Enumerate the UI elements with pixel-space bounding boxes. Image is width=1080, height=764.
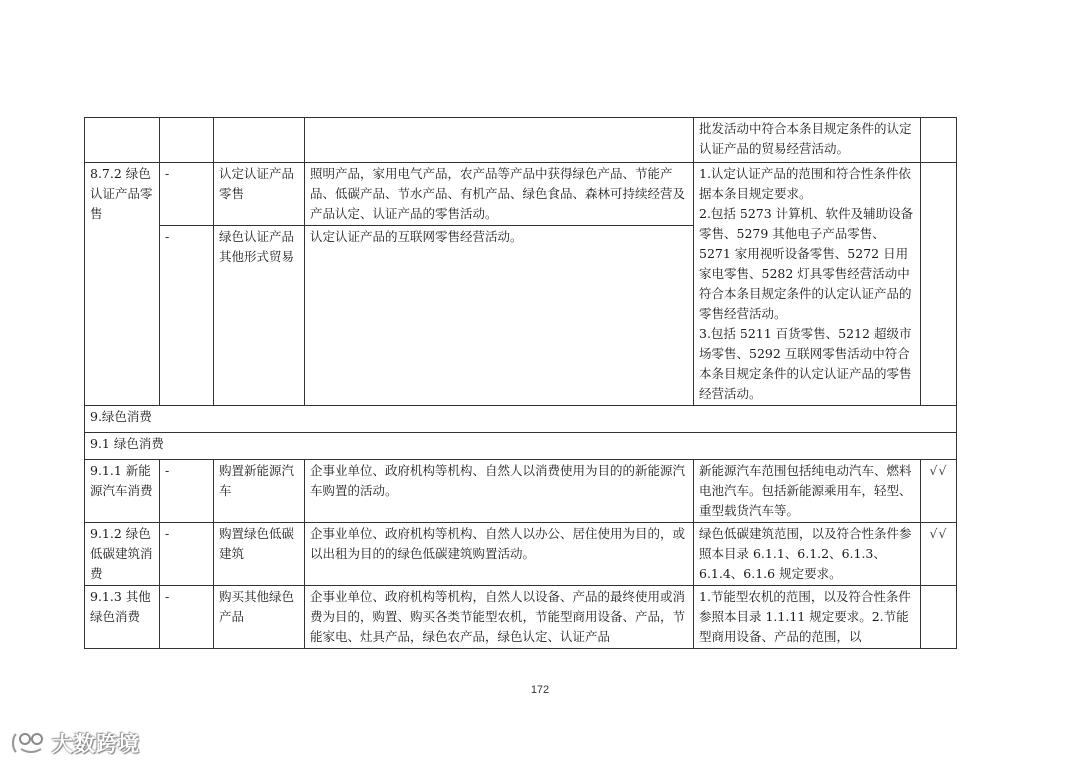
item-name: 购置新能源汽车 bbox=[214, 460, 305, 523]
mark-cell bbox=[921, 586, 957, 649]
note-paragraph: 1.认定认证产品的范围和符合性条件依据本条目规定要求。 bbox=[699, 166, 911, 201]
item-note: 绿色低碳建筑范围，以及符合性条件参照本目录 6.1.1、6.1.2、6.1.3、6.1.4、6.1.6 规定要求。 bbox=[694, 523, 921, 586]
item-name: 认定认证产品零售 bbox=[214, 163, 305, 226]
dash-cell: - bbox=[160, 460, 214, 523]
category-name: 9.1.3 其他绿色消费 bbox=[85, 586, 160, 649]
mark-cell: √√ bbox=[921, 460, 957, 523]
table-row bbox=[85, 523, 957, 586]
table-cell bbox=[214, 118, 305, 163]
item-note: 新能源汽车范围包括纯电动汽车、燃料电池汽车。包括新能源乘用车，轻型、重型载货汽车等。 bbox=[694, 460, 921, 523]
section-title: 9.1 绿色消费 bbox=[85, 433, 957, 460]
table-cell-note: 批发活动中符合本条目规定条件的认定认证产品的贸易经营活动。 bbox=[694, 118, 921, 163]
category-name: 9.1.1 新能源汽车消费 bbox=[85, 460, 160, 523]
table-cell bbox=[85, 118, 160, 163]
table-cell bbox=[160, 118, 214, 163]
watermark bbox=[10, 729, 140, 757]
item-description: 企事业单位、政府机构等机构、自然人以消费使用为目的的新能源汽车购置的活动。 bbox=[305, 460, 694, 523]
category-name: 9.1.2 绿色低碳建筑消费 bbox=[85, 523, 160, 586]
item-description: 认定认证产品的互联网零售经营活动。 bbox=[305, 226, 694, 406]
mark-cell bbox=[921, 163, 957, 406]
catalog-table bbox=[84, 117, 957, 649]
note-paragraph: 2.包括 5273 计算机、软件及辅助设备零售、5279 其他电子产品零售、5271 家用视听设备零售、5272 日用家电零售、5282 灯具零售经营活动中符合本条目规定条件的认定认证产品的零售经营活动。 bbox=[699, 206, 914, 321]
item-description: 企事业单位、政府机构等机构、自然人以办公、居住使用为目的，或以出租为目的的绿色低碳建筑购置活动。 bbox=[305, 523, 694, 586]
table-cell-mark bbox=[921, 118, 957, 163]
dash-cell: - bbox=[160, 226, 214, 406]
item-name: 绿色认证产品其他形式贸易 bbox=[214, 226, 305, 406]
table-row bbox=[85, 460, 957, 523]
table-row bbox=[85, 163, 957, 226]
mark-cell: √√ bbox=[921, 523, 957, 586]
note-paragraph: 3.包括 5211 百货零售、5212 超级市场零售、5292 互联网零售活动中符合本条目规定条件的认定认证产品的零售经营活动。 bbox=[699, 326, 912, 401]
watermark-text: 大数跨境 bbox=[52, 732, 140, 756]
category-name: 8.7.2 绿色认证产品零售 bbox=[85, 163, 160, 406]
table-cell bbox=[305, 118, 694, 163]
item-note: 1.节能型农机的范围，以及符合性条件参照本目录 1.1.11 规定要求。2.节能型商用设备、产品的范围，以 bbox=[694, 586, 921, 649]
section-row bbox=[85, 406, 957, 433]
item-name: 购置绿色低碳建筑 bbox=[214, 523, 305, 586]
dash-cell: - bbox=[160, 586, 214, 649]
table-row bbox=[85, 586, 957, 649]
item-name: 购买其他绿色产品 bbox=[214, 586, 305, 649]
item-description: 照明产品，家用电气产品，农产品等产品中获得绿色产品、节能产品、低碳产品、节水产品、有机产品、绿色食品、森林可持续经营及产品认定、认证产品的零售活动。 bbox=[305, 163, 694, 226]
dash-cell: - bbox=[160, 163, 214, 226]
page-number: 172 bbox=[530, 684, 550, 696]
item-description: 企事业单位、政府机构等机构，自然人以设备、产品的最终使用或消费为目的，购置、购买各类节能型农机，节能型商用设备、产品，节能家电、灶具产品，绿色农产品，绿色认定、认证产品 bbox=[305, 586, 694, 649]
table-row bbox=[85, 118, 957, 163]
brand-logo-icon bbox=[10, 730, 50, 756]
dash-cell: - bbox=[160, 523, 214, 586]
section-row bbox=[85, 433, 957, 460]
section-title: 9.绿色消费 bbox=[85, 406, 957, 433]
item-note bbox=[694, 163, 921, 406]
